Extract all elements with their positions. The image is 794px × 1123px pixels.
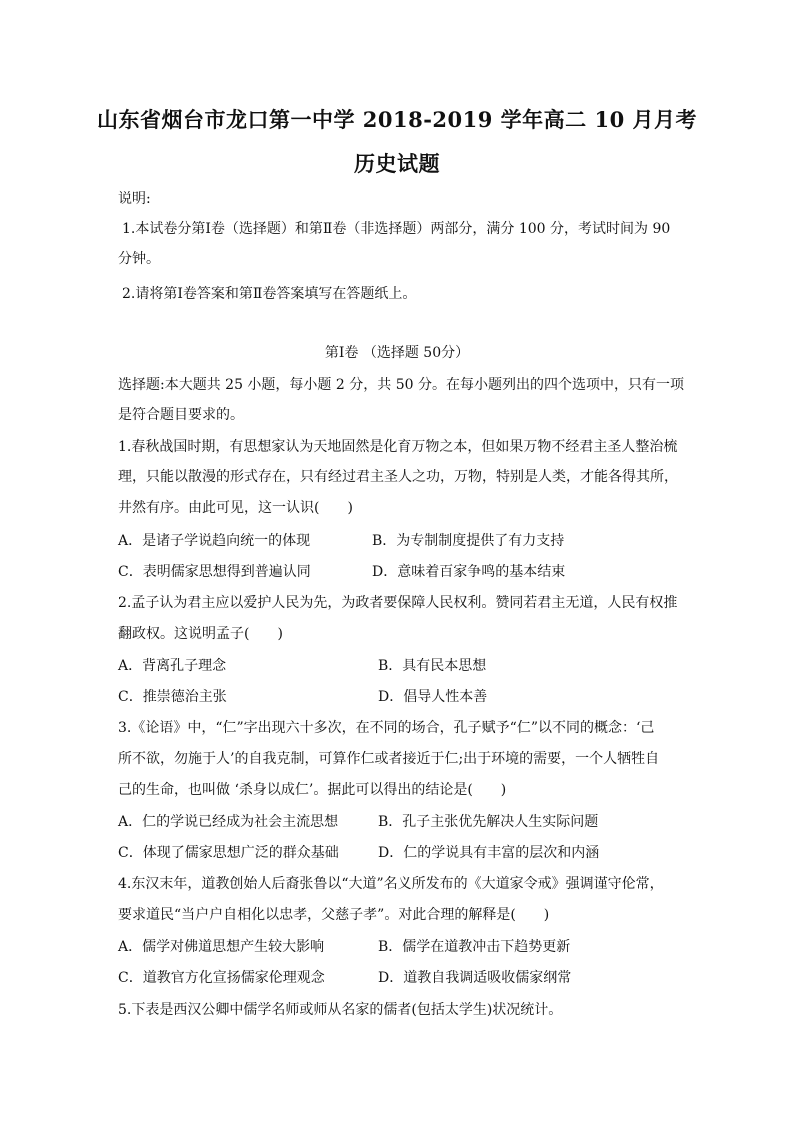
question-3-text: 所不欲，勿施于人’的自我克制，可算作仁或者接近于仁;出于环境的需要，一个人牺牲自 xyxy=(118,751,660,767)
question-4-text: 4.东汉末年，道教创始人后裔张鲁以“大道”名义所发布的《大道家令戒》强调谨守伦常， xyxy=(118,876,664,892)
question-1-text: 理，只能以散漫的形式存在，只有经过君主圣人之功，万物，特别是人类，才能各得其所， xyxy=(118,469,678,485)
page-subtitle: 历史试题 xyxy=(354,151,440,176)
instruction-item-2: 2.请将第Ⅰ卷答案和第Ⅱ卷答案填写在答题纸上。 xyxy=(122,286,417,302)
question-2-text: 2.孟子认为君主应以爱护人民为先，为政者要保障人民权利。赞同若君主无道，人民有权推 xyxy=(118,595,678,611)
instruction-item-1: 1.本试卷分第Ⅰ卷（选择题）和第Ⅱ卷（非选择题）两部分，满分 100 分，考试时间为 90 xyxy=(122,221,671,237)
question-3-text: 己的生命，也叫做 ‘杀身以成仁’。据此可以得出的结论是( ) xyxy=(118,782,507,798)
question-3-option-b: B．孔子主张优先解决人生实际问题 xyxy=(378,814,599,830)
question-2-text: 翻政权。这说明孟子( ) xyxy=(118,626,283,642)
question-3-text: 3.《论语》中，“仁”字出现六十多次，在不同的场合，孔子赋予“仁”以不同的概念：‘己 xyxy=(118,720,655,736)
question-3-option-c: C．体现了儒家思想广泛的群众基础 xyxy=(118,845,339,861)
question-1-option-c: C．表明儒家思想得到普遍认同 xyxy=(118,564,311,580)
instruction-item-1-cont: 分钟。 xyxy=(118,251,160,267)
question-1-option-d: D．意味着百家争鸣的基本结束 xyxy=(372,564,566,580)
instructions-label: 说明: xyxy=(118,191,151,207)
question-1-option-a: A．是诸子学说趋向统一的体现 xyxy=(118,533,311,549)
question-3-option-a: A．仁的学说已经成为社会主流思想 xyxy=(118,814,339,830)
question-4-text: 要求道民“当户户自相化以忠孝，父慈子孝”。对此合理的解释是( ) xyxy=(118,907,550,923)
question-4-option-d: D．道教自我调适吸收儒家纲常 xyxy=(378,970,572,986)
question-2-option-c: C．推崇德治主张 xyxy=(118,689,227,705)
question-2-option-d: D．倡导人性本善 xyxy=(378,689,488,705)
section-intro-cont: 是符合题目要求的。 xyxy=(118,407,244,423)
page-title: 山东省烟台市龙口第一中学 2018-2019 学年高二 10 月月考 xyxy=(96,107,698,132)
question-4-option-a: A．儒学对佛道思想产生较大影响 xyxy=(118,939,325,955)
question-1-text: 1.春秋战国时期，有思想家认为天地固然是化育万物之本，但如果万物不经君主圣人整治梳 xyxy=(118,439,678,455)
section-heading: 第Ⅰ卷 （选择题 50分） xyxy=(324,345,470,361)
section-intro: 选择题:本大题共 25 小题，每小题 2 分，共 50 分。在每小题列出的四个选项中，只有一项 xyxy=(118,377,684,393)
question-5-text: 5.下表是西汉公卿中儒学名师或师从名家的儒者(包括太学生)状况统计。 xyxy=(118,1002,563,1018)
question-3-option-d: D．仁的学说具有丰富的层次和内涵 xyxy=(378,845,600,861)
question-2-option-a: A．背离孔子理念 xyxy=(118,658,227,674)
question-4-option-b: B．儒学在道教冲击下趋势更新 xyxy=(378,939,571,955)
question-4-option-c: C．道教官方化宣扬儒家伦理观念 xyxy=(118,970,325,986)
question-1-text: 井然有序。由此可见，这一认识( ) xyxy=(118,500,353,516)
question-2-option-b: B．具有民本思想 xyxy=(378,658,487,674)
question-1-option-b: B．为专制制度提供了有力支持 xyxy=(372,533,565,549)
